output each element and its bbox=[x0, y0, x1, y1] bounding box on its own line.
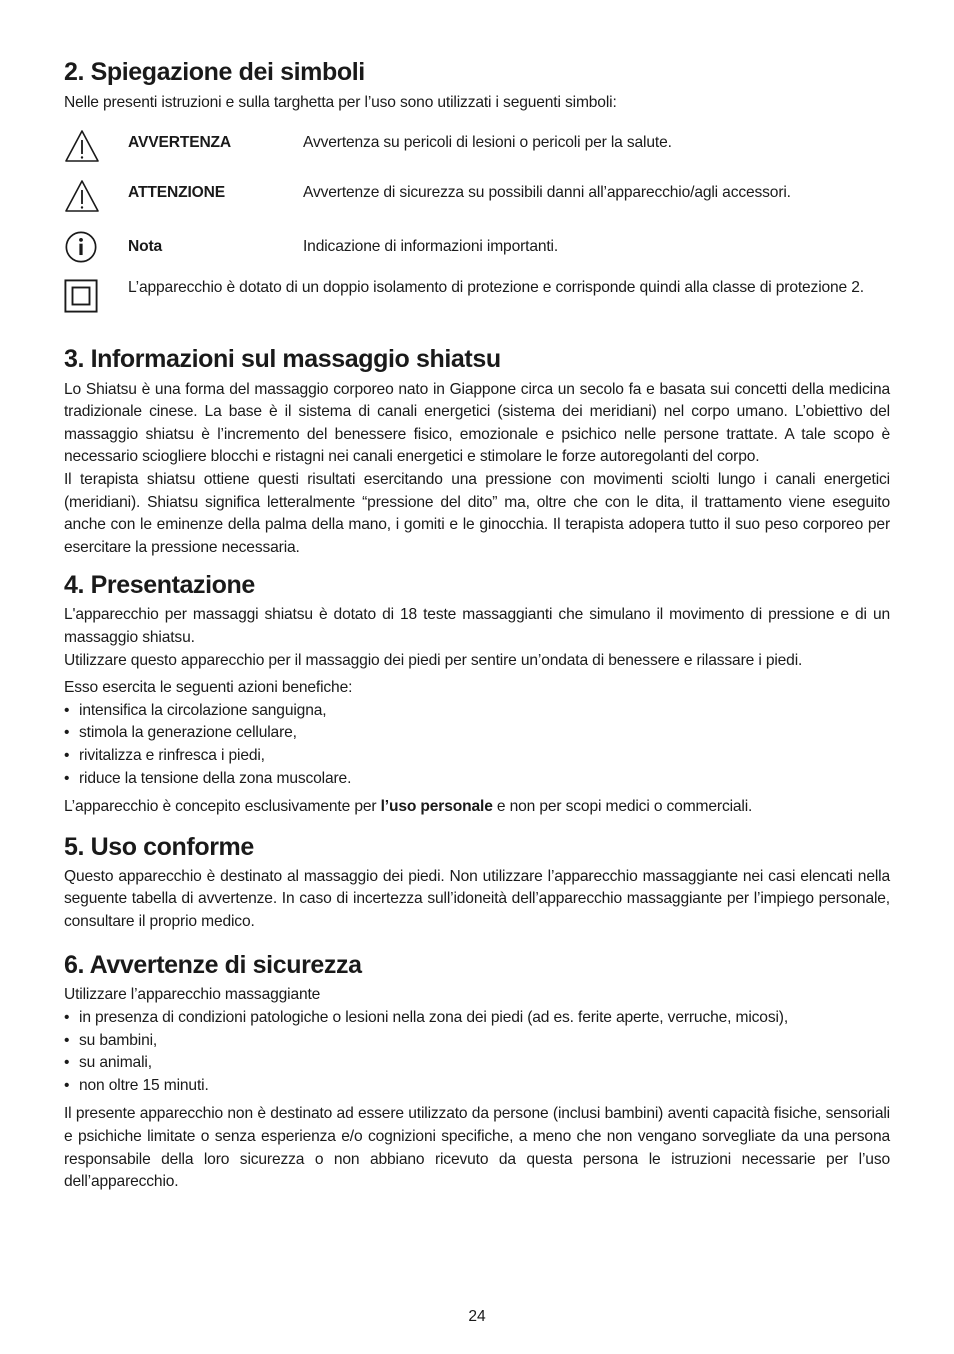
warning-triangle-icon bbox=[64, 128, 100, 164]
section-3-paragraph-1: Lo Shiatsu è una forma del massaggio corporeo nato in Giappone circa un secolo fa e basata sui concetti della medicina tradizionale cinese. La base è il sistema di canali energetici (sistema dei meridiani) nel corpo umano. L’obiettivo del massaggio shiatsu è l’incremento del benessere fisico, emozionale e psichico nelle persone trattate. A tale scopo è necessario sciogliere blocchi e ristagni nei canali energetici e stimolare le forze autoregolanti del corpo. bbox=[64, 380, 890, 466]
page-content bbox=[64, 56, 890, 1194]
list-item: • intensifica la circolazione sanguigna, bbox=[64, 700, 890, 723]
section-2-intro: Nelle presenti istruzioni e sulla targhetta per l’uso sono utilizzati i seguenti simboli: bbox=[64, 94, 617, 111]
section-3-paragraph-2: Il terapista shiatsu ottiene questi risultati esercitando una pressione con movimenti sciolti lungo i canali energetici (meridiani). Shiatsu significa letteralmente “pressione del dito” ma, oltre che con le dita, il trattamento viene eseguito anche con le eminenze della palma della mano, i gomiti e le ginocchia. Il terapista adopera tutto il suo peso corporeo per esercitare la pressione necessaria. bbox=[64, 470, 890, 556]
warning-triangle-icon bbox=[64, 178, 100, 214]
symbol-row-double-insulation bbox=[64, 274, 890, 330]
section-4-paragraph-4 bbox=[64, 796, 890, 819]
section-5-paragraph-1: Questo apparecchio è destinato al massaggio dei piedi. Non utilizzare l’apparecchio massaggiante nei casi elencati nella seguente tabella di avvertenze. In caso di incertezza sull’idoneità dell’apparecchio massaggiante per l’impiego personale, consultare il proprio medico. bbox=[64, 867, 890, 930]
benefits-list bbox=[64, 700, 890, 790]
list-item: • stimola la generazione cellulare, bbox=[64, 722, 890, 745]
double-insulation-icon bbox=[64, 279, 98, 313]
symbol-description: Indicazione di informazioni importanti. bbox=[303, 237, 559, 255]
symbol-list bbox=[64, 128, 890, 330]
list-item: • su bambini, bbox=[64, 1030, 890, 1053]
personal-use-text-pre: L’apparecchio è concepito esclusivamente per bbox=[64, 798, 381, 816]
section-6-title: 6. Avvertenze di sicurezza bbox=[64, 951, 362, 980]
symbol-label: AVVERTENZA bbox=[128, 133, 232, 151]
list-item: • su animali, bbox=[64, 1052, 890, 1075]
contraindications-list bbox=[64, 1007, 890, 1097]
personal-use-text-post: e non per scopi medici o commerciali. bbox=[492, 798, 753, 816]
info-circle-icon bbox=[64, 230, 98, 264]
section-4-paragraph-1: L'apparecchio per massaggi shiatsu è dotato di 18 teste massaggianti che simulano il movimento di pressione e di un massaggio shiatsu. bbox=[64, 606, 890, 646]
symbol-description: Avvertenze di sicurezza su possibili danni all’apparecchio/agli accessori. bbox=[303, 183, 791, 201]
page-number: 24 bbox=[468, 1308, 486, 1325]
personal-use-emphasis: l’uso personale bbox=[380, 798, 493, 816]
list-item: • in presenza di condizioni patologiche o lesioni nella zona dei piedi (ad es. ferite aperte, verruche, micosi), bbox=[64, 1007, 890, 1030]
list-item: • non oltre 15 minuti. bbox=[64, 1075, 890, 1098]
symbol-label: Nota bbox=[128, 237, 163, 255]
section-4-paragraph-3: Esso esercita le seguenti azioni benefiche: bbox=[64, 679, 353, 697]
section-2-title: 2. Spiegazione dei simboli bbox=[64, 58, 365, 86]
symbol-row-note bbox=[64, 228, 890, 274]
section-3-title: 3. Informazioni sul massaggio shiatsu bbox=[64, 344, 501, 373]
section-6-paragraph-1: Utilizzare l’apparecchio massaggiante bbox=[64, 986, 321, 1004]
symbol-row-caution bbox=[64, 178, 890, 228]
symbol-row-warning bbox=[64, 128, 890, 178]
list-item: • riduce la tensione della zona muscolare. bbox=[64, 768, 890, 791]
section-4-title: 4. Presentazione bbox=[64, 571, 255, 600]
list-item: • rivitalizza e rinfresca i piedi, bbox=[64, 745, 890, 768]
symbol-description: Avvertenza su pericoli di lesioni o pericoli per la salute. bbox=[303, 133, 672, 151]
double-insulation-text: L’apparecchio è dotato di un doppio isolamento di protezione e corrisponde quindi alla classe di protezione 2. bbox=[128, 278, 864, 296]
symbol-label: ATTENZIONE bbox=[128, 183, 225, 201]
section-4-paragraph-2: Utilizzare questo apparecchio per il massaggio dei piedi per sentire un’ondata di benessere e rilassare i piedi. bbox=[64, 651, 803, 669]
section-6-paragraph-2: Il presente apparecchio non è destinato ad essere utilizzato da persone (inclusi bambini) aventi capacità fisiche, sensoriali e psichiche limitate o senza esperienza e/o cognizioni specifiche, a meno che non vengano sorvegliate da una persona responsabile della loro sicurezza o non abbiano ricevuto da questa persona le istruzioni necessarie per l’uso dell’apparecchio. bbox=[64, 1105, 890, 1191]
section-5-title: 5. Uso conforme bbox=[64, 832, 254, 861]
